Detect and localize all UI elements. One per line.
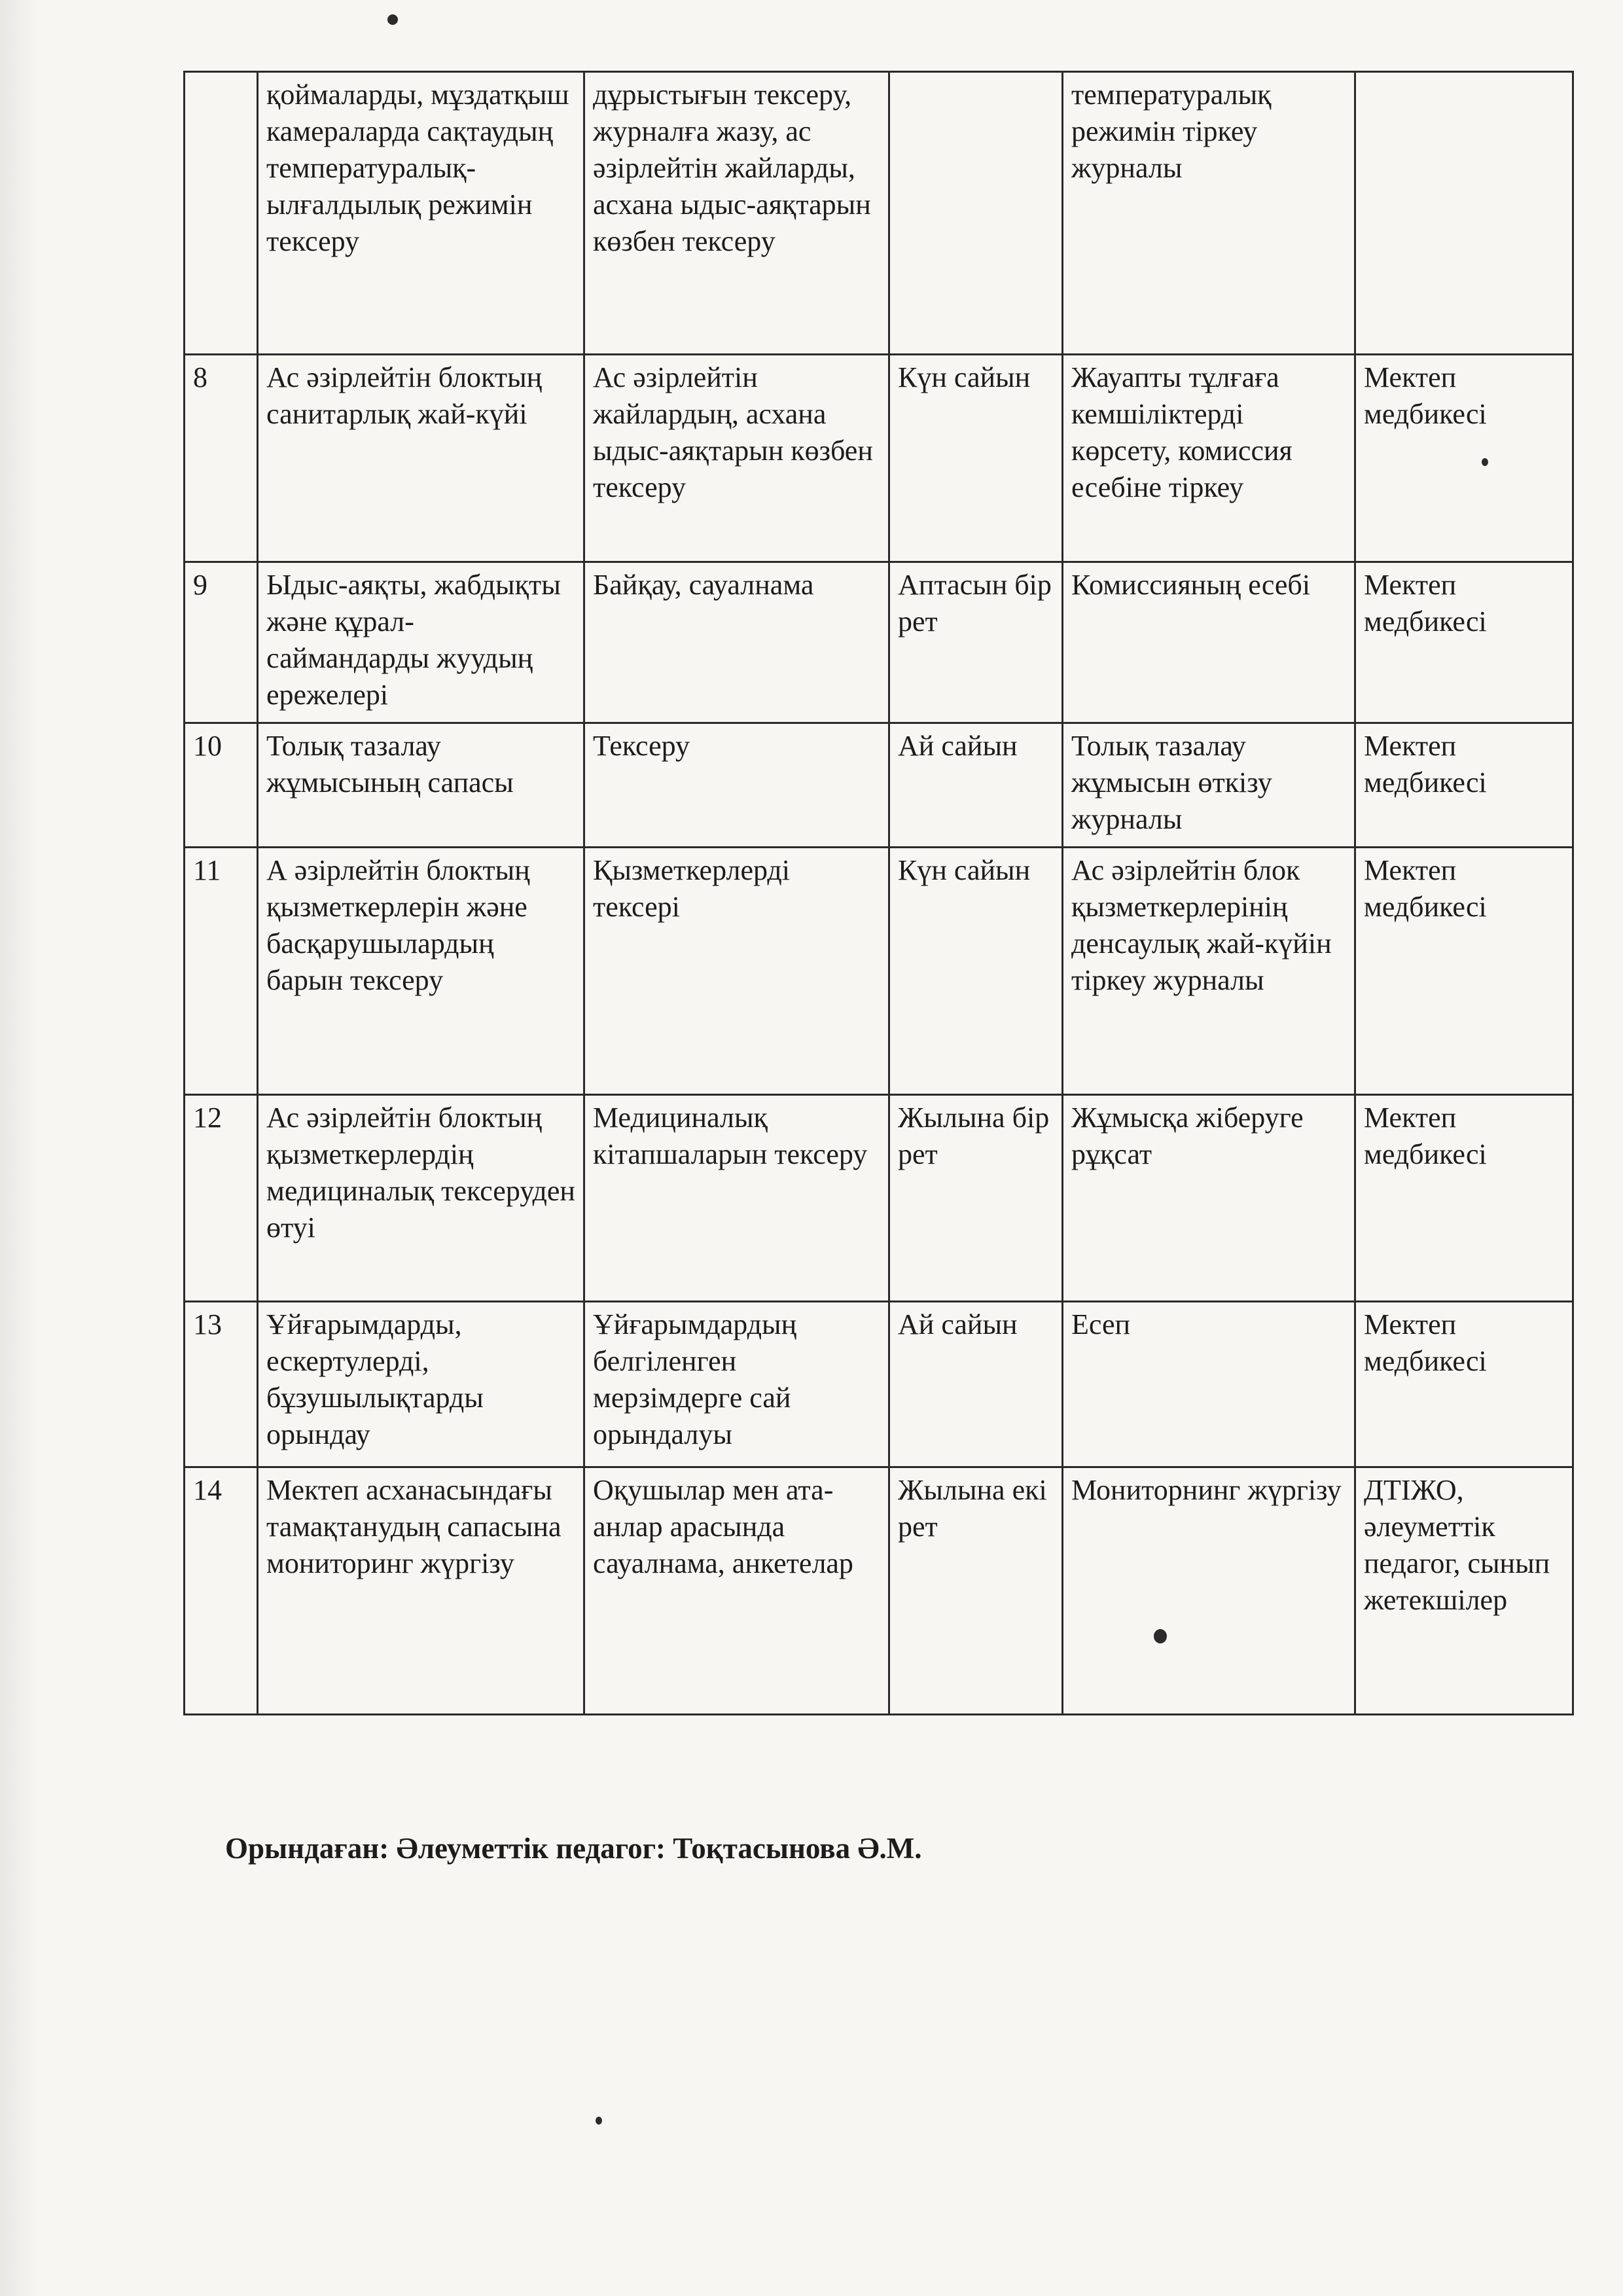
control-document: Есеп xyxy=(1063,1302,1355,1467)
control-period: Аптасын бір рет xyxy=(889,562,1063,723)
control-document: Ас әзірлейтін блок қызметкерлерінің денсаулық жай-күйін тіркеу журналы xyxy=(1063,848,1355,1095)
control-object: Ас әзірлейтін блоктың қызметкерлердің медициналық тексеруден өтуі xyxy=(258,1095,584,1302)
control-period: Ай сайын xyxy=(889,723,1063,848)
control-object: Мектеп асханасындағы тамақтанудың сапасына мониторинг жүргізу xyxy=(258,1467,584,1715)
control-document: Комиссияның есебі xyxy=(1063,562,1355,723)
table-row xyxy=(185,848,1573,1095)
table-row xyxy=(185,1095,1573,1302)
control-object: қоймаларды, мұздатқыш камераларда сақтаудың температуралық-ылғалдылық режимін тексеру xyxy=(258,72,584,355)
responsible-person: Мектеп медбикесі xyxy=(1355,723,1573,848)
responsible-person: Мектеп медбикесі xyxy=(1355,355,1573,562)
table-row xyxy=(185,1302,1573,1467)
responsible-person: Мектеп медбикесі xyxy=(1355,562,1573,723)
row-number: 14 xyxy=(185,1467,258,1715)
control-document: температуралық режимін тіркеу журналы xyxy=(1063,72,1355,355)
control-document: Мониторнинг жүргізу xyxy=(1063,1467,1355,1715)
control-document: Жауапты тұлғаға кемшіліктерді көрсету, комиссия есебіне тіркеу xyxy=(1063,355,1355,562)
table-row xyxy=(185,723,1573,848)
responsible-person xyxy=(1355,72,1573,355)
page-edge-shadow xyxy=(0,0,39,2296)
control-object: Ыдыс-аяқты, жабдықты және құрал-саймандарды жуудың ережелері xyxy=(258,562,584,723)
control-object: Ұйғарымдарды, ескертулерді, бұзушылықтарды орындау xyxy=(258,1302,584,1467)
row-number: 10 xyxy=(185,723,258,848)
table-row xyxy=(185,1467,1573,1715)
control-method: дұрыстығын тексеру, журналға жазу, ас әзірлейтін жайларды, асхана ыдыс-аяқтарын көзбен тексеру xyxy=(584,72,889,355)
control-period: Ай сайын xyxy=(889,1302,1063,1467)
scan-speck xyxy=(596,2117,602,2125)
control-document: Жұмысқа жіберуге рұқсат xyxy=(1063,1095,1355,1302)
row-number xyxy=(185,72,258,355)
control-object: Толық тазалау жұмысының сапасы xyxy=(258,723,584,848)
scan-speck xyxy=(387,14,398,25)
table-row xyxy=(185,355,1573,562)
control-method: Медициналық кітапшаларын тексеру xyxy=(584,1095,889,1302)
control-method: Қызметкерлерді тексері xyxy=(584,848,889,1095)
row-number: 12 xyxy=(185,1095,258,1302)
control-period: Күн сайын xyxy=(889,848,1063,1095)
control-method: Оқушылар мен ата-анлар арасында сауалнама, анкетелар xyxy=(584,1467,889,1715)
control-document: Толық тазалау жұмысын өткізу журналы xyxy=(1063,723,1355,848)
row-number: 9 xyxy=(185,562,258,723)
row-number: 8 xyxy=(185,355,258,562)
row-number: 11 xyxy=(185,848,258,1095)
responsible-person: Мектеп медбикесі xyxy=(1355,1095,1573,1302)
control-period: Жылына бір рет xyxy=(889,1095,1063,1302)
control-period xyxy=(889,72,1063,355)
control-method: Ұйғарымдардың белгіленген мерзімдерге сай орындалуы xyxy=(584,1302,889,1467)
responsible-person: ДТІЖО, әлеуметтік педагог, сынып жетекшілер xyxy=(1355,1467,1573,1715)
table-row xyxy=(185,72,1573,355)
control-object: Ас әзірлейтін блоктың санитарлық жай-күйі xyxy=(258,355,584,562)
signature-line: Орындаған: Әлеуметтік педагог: Тоқтасынова Ә.М. xyxy=(225,1832,922,1865)
row-number: 13 xyxy=(185,1302,258,1467)
scan-speck xyxy=(1482,458,1488,466)
control-period: Жылына екі рет xyxy=(889,1467,1063,1715)
control-method: Тексеру xyxy=(584,723,889,848)
responsible-person: Мектеп медбикесі xyxy=(1355,1302,1573,1467)
table-row xyxy=(185,562,1573,723)
control-period: Күн сайын xyxy=(889,355,1063,562)
control-method: Байқау, сауалнама xyxy=(584,562,889,723)
control-method: Ас әзірлейтін жайлардың, асхана ыдыс-аяқтарын көзбен тексеру xyxy=(584,355,889,562)
responsible-person: Мектеп медбикесі xyxy=(1355,848,1573,1095)
control-object: А әзірлейтін блоктың қызметкерлерін және басқарушылардың барын тексеру xyxy=(258,848,584,1095)
scan-speck xyxy=(1154,1629,1167,1643)
control-plan-table xyxy=(183,71,1574,1715)
